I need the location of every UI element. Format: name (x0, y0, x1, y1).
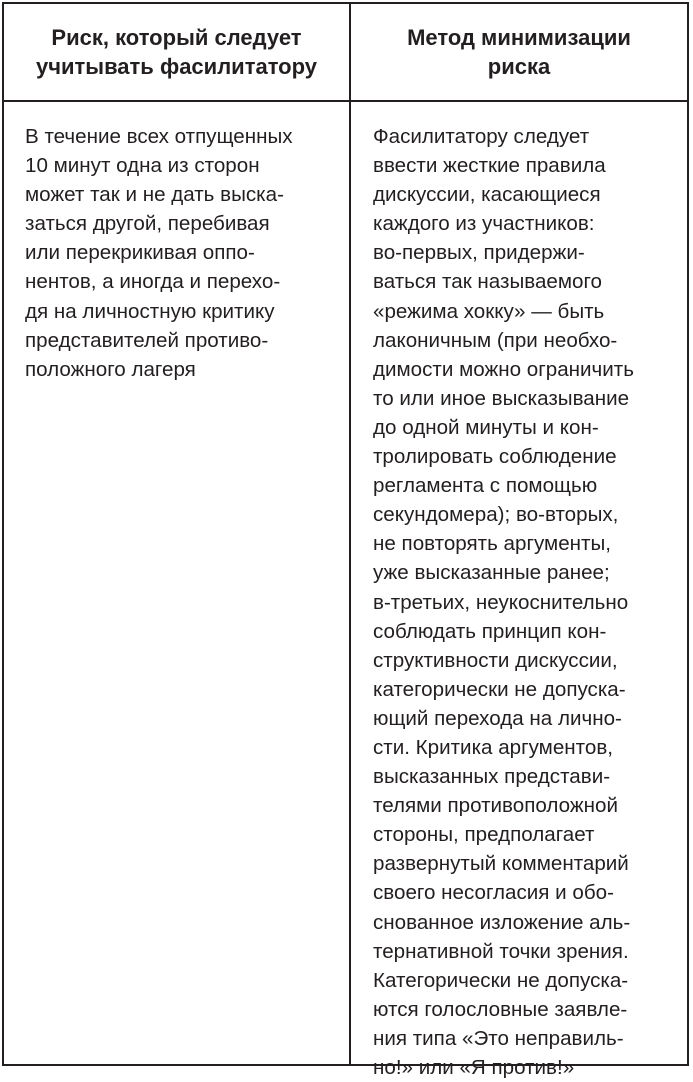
method-text-line: до одной минуты и кон- (373, 415, 599, 439)
header-method-line: риска (487, 54, 551, 79)
method-text-line: высказанных представи- (373, 765, 611, 789)
header-risk-line: Риск, который следует (51, 25, 302, 50)
header-method-line: Метод минимизации (407, 25, 631, 50)
risk-table (2, 2, 689, 1079)
method-text-line: стороны, предполагает (373, 823, 595, 847)
method-text-line: ваться так называемого (373, 270, 603, 294)
method-text-line: тролировать соблюдение (373, 445, 617, 469)
method-text-line: Категорически не допуска- (373, 968, 629, 992)
method-text-line: соблюдать принцип кон- (373, 619, 607, 643)
risk-text-line: дя на личностную критику (25, 299, 275, 323)
method-text-line: сти. Критика аргументов, (373, 735, 613, 759)
method-text-line: телями противоположной (373, 794, 618, 818)
risk-text-line: 10 минут одна из сторон (25, 154, 260, 178)
risk-text-line: или перекрикивая оппо- (25, 241, 255, 265)
method-text-line: структивности дискуссии, (373, 648, 618, 672)
method-text-line: Фасилитатору следует (373, 125, 590, 148)
method-text-line: ввести жесткие правила (373, 154, 606, 178)
method-text-line: развернутый комментарий (373, 852, 629, 876)
method-text-line: регламента с помощью (373, 474, 598, 498)
method-text-line: ются голословные заявле- (373, 997, 628, 1021)
risk-text-line: представителей противо- (25, 328, 269, 352)
method-text-line: каждого из участников: (373, 212, 595, 236)
risk-text-line: может так и не дать выска- (25, 183, 284, 207)
column-divider (349, 4, 351, 1064)
method-text-line: «режима хокку» — быть (373, 299, 605, 323)
header-risk-line: учитывать фасилитатору (35, 54, 318, 79)
method-text-line: снованное изложение аль- (373, 910, 631, 934)
header-method (351, 4, 687, 100)
method-cell (373, 122, 685, 1082)
header-divider (4, 100, 687, 102)
method-text-line: уже высказанные ранее; (373, 561, 610, 585)
method-text-line: ющий перехода на лично- (373, 706, 622, 730)
method-text-line: дискуссии, касающиеся (373, 183, 601, 207)
method-text-line: своего несогласия и обо- (373, 881, 614, 905)
method-text-line: не повторять аргументы, (373, 532, 611, 556)
method-text-line: в-третьих, неукоснительно (373, 590, 629, 614)
method-text-line: лаконичным (при необхо- (373, 328, 618, 352)
method-text-line: ния типа «Это неправиль- (373, 1026, 624, 1050)
method-text-line: секундомера); во-вторых, (373, 503, 619, 527)
method-text-line: но!» или «Я против!» (373, 1056, 575, 1079)
header-risk (4, 4, 349, 100)
method-text-line: тернативной точки зрения. (373, 939, 629, 963)
method-text-line: то или иное высказывание (373, 386, 630, 410)
risk-text-line: положного лагеря (25, 357, 196, 381)
risk-text-line: заться другой, перебивая (25, 212, 270, 236)
method-text-line: категорически не допуска- (373, 677, 626, 701)
risk-text-line: В течение всех отпущенных (25, 125, 293, 148)
method-text-line: во-первых, придержи- (373, 241, 585, 265)
risk-text-line: нентов, а иногда и перехо- (25, 270, 281, 294)
method-text-line: димости можно ограничить (373, 357, 634, 381)
risk-cell (25, 122, 345, 384)
